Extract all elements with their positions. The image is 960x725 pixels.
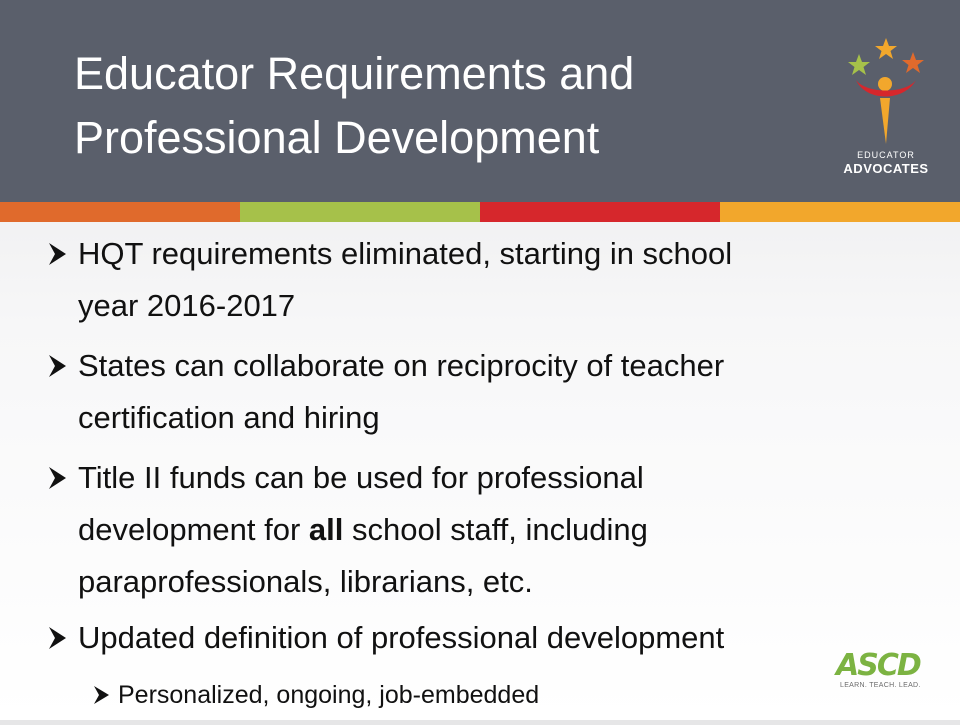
ascd-tagline: LEARN. TEACH. LEAD. bbox=[840, 682, 921, 689]
star-yellow-icon bbox=[875, 38, 897, 59]
educator-advocates-logo bbox=[826, 36, 946, 186]
stripe-red bbox=[480, 202, 720, 222]
star-green-icon bbox=[848, 54, 870, 75]
stripe-orange bbox=[0, 202, 240, 222]
title-line-2: Professional Development bbox=[74, 112, 600, 163]
bullet-text: States can collaborate on reciprocity of teacher certification and hiring bbox=[78, 348, 725, 435]
figure-body-icon bbox=[880, 98, 890, 144]
arrow-bullet-icon bbox=[46, 452, 76, 520]
bullet-text: Updated definition of professional development bbox=[78, 620, 725, 655]
figure-head-icon bbox=[878, 77, 892, 91]
stripe-yellow bbox=[720, 202, 960, 222]
title-line-1: Educator Requirements and bbox=[74, 48, 635, 99]
title-bar bbox=[0, 0, 960, 202]
slide-title bbox=[74, 42, 794, 170]
bullet-text: HQT requirements eliminated, starting in school year 2016-2017 bbox=[78, 236, 733, 323]
logo-line-2: ADVOCATES bbox=[843, 161, 929, 176]
arrow-bullet-icon bbox=[46, 228, 76, 296]
educator-advocates-emblem bbox=[826, 36, 946, 148]
slide-body bbox=[0, 222, 960, 720]
emphasis-all: all bbox=[308, 512, 344, 547]
arrow-bullet-icon bbox=[46, 340, 76, 408]
arrow-bullet-icon bbox=[46, 612, 76, 680]
ascd-logo-mark: ASCD bbox=[836, 648, 920, 683]
star-orange-icon bbox=[902, 52, 924, 73]
bullet-text: Title II funds can be used for professional development for all school staff, including paraprofessionals, librarians, etc. bbox=[78, 460, 648, 599]
stripe-green bbox=[240, 202, 480, 222]
color-stripe-bar bbox=[0, 202, 960, 222]
sub-bullet-text: Personalized, ongoing, job-embedded bbox=[118, 681, 540, 709]
logo-line-1: EDUCATOR bbox=[857, 150, 915, 160]
ascd-logo bbox=[834, 648, 928, 694]
